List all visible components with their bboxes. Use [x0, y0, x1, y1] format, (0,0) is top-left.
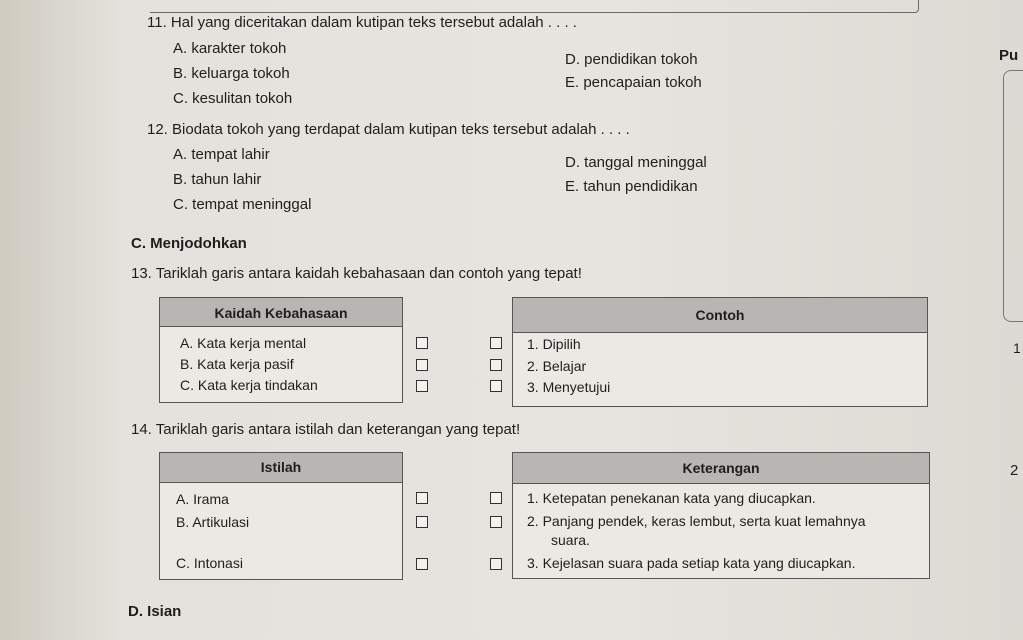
q11-option-e: E. pencapaian tokoh	[565, 74, 702, 91]
q13-left-table	[159, 297, 403, 403]
q13-left-checkbox[interactable]	[416, 380, 428, 392]
q13-left-header: Kaidah Kebahasaan	[160, 298, 402, 327]
q13-left-checkbox[interactable]	[416, 337, 428, 349]
q12-option-d: D. tanggal meninggal	[565, 154, 707, 171]
q13-right-item-2: 2. Belajar	[527, 358, 587, 374]
q13-right-checkbox[interactable]	[490, 337, 502, 349]
q12-option-e: E. tahun pendidikan	[565, 178, 698, 195]
q13-right-item-3: 3. Menyetujui	[527, 379, 611, 395]
q13-left-item-c: C. Kata kerja tindakan	[180, 377, 318, 393]
q14-left-item-b: B. Artikulasi	[176, 514, 250, 530]
q14-left-header: Istilah	[160, 453, 402, 483]
q14-right-table	[512, 452, 930, 579]
q14-right-item-2-cont: suara.	[551, 532, 590, 548]
q14-right-item-1: 1. Ketepatan penekanan kata yang diucapkan.	[527, 490, 816, 506]
q13-left-item-b: B. Kata kerja pasif	[180, 356, 294, 372]
q14-right-header: Keterangan	[513, 453, 929, 484]
q12-option-a: A. tempat lahir	[173, 146, 270, 163]
q11-option-b: B. keluarga tokoh	[173, 65, 290, 82]
side-number: 1	[1013, 340, 1021, 356]
q11-option-d: D. pendidikan tokoh	[565, 51, 698, 68]
q14-left-checkbox[interactable]	[416, 492, 428, 504]
section-d-heading: D. Isian	[128, 603, 182, 620]
q14-left-table	[159, 452, 403, 580]
q13-left-checkbox[interactable]	[416, 359, 428, 371]
q14-left-item-c: C. Intonasi	[176, 555, 243, 571]
q11-option-a: A. karakter tokoh	[173, 40, 287, 57]
q11-question: 11. Hal yang diceritakan dalam kutipan teks tersebut adalah . . . .	[147, 14, 577, 31]
q14-question: 14. Tariklah garis antara istilah dan keterangan yang tepat!	[131, 421, 521, 438]
q13-left-item-a: A. Kata kerja mental	[180, 335, 307, 351]
q12-option-b: B. tahun lahir	[173, 171, 262, 188]
q14-left-checkbox[interactable]	[416, 558, 428, 570]
top-frame-line	[150, 0, 919, 13]
q14-right-item-2: 2. Panjang pendek, keras lembut, serta kuat lemahnya	[527, 513, 866, 529]
q13-right-checkbox[interactable]	[490, 380, 502, 392]
section-c-heading: C. Menjodohkan	[131, 235, 247, 252]
q13-right-header: Contoh	[513, 298, 927, 333]
side-number: 2	[1010, 462, 1019, 479]
q11-option-c: C. kesulitan tokoh	[173, 90, 293, 107]
q13-right-checkbox[interactable]	[490, 359, 502, 371]
q12-question: 12. Biodata tokoh yang terdapat dalam kutipan teks tersebut adalah . . . .	[147, 121, 630, 138]
q14-left-item-a: A. Irama	[176, 491, 229, 507]
q14-left-checkbox[interactable]	[416, 516, 428, 528]
q14-right-checkbox[interactable]	[490, 516, 502, 528]
q13-right-item-1: 1. Dipilih	[527, 336, 581, 352]
q14-right-item-3: 3. Kejelasan suara pada setiap kata yang diucapkan.	[527, 555, 856, 571]
q13-right-table	[512, 297, 928, 407]
q14-right-checkbox[interactable]	[490, 558, 502, 570]
q12-option-c: C. tempat meninggal	[173, 196, 312, 213]
q13-question: 13. Tariklah garis antara kaidah kebahasaan dan contoh yang tepat!	[131, 265, 582, 282]
side-heading: Pu	[999, 47, 1019, 64]
q14-right-checkbox[interactable]	[490, 492, 502, 504]
side-frame	[1003, 70, 1023, 322]
